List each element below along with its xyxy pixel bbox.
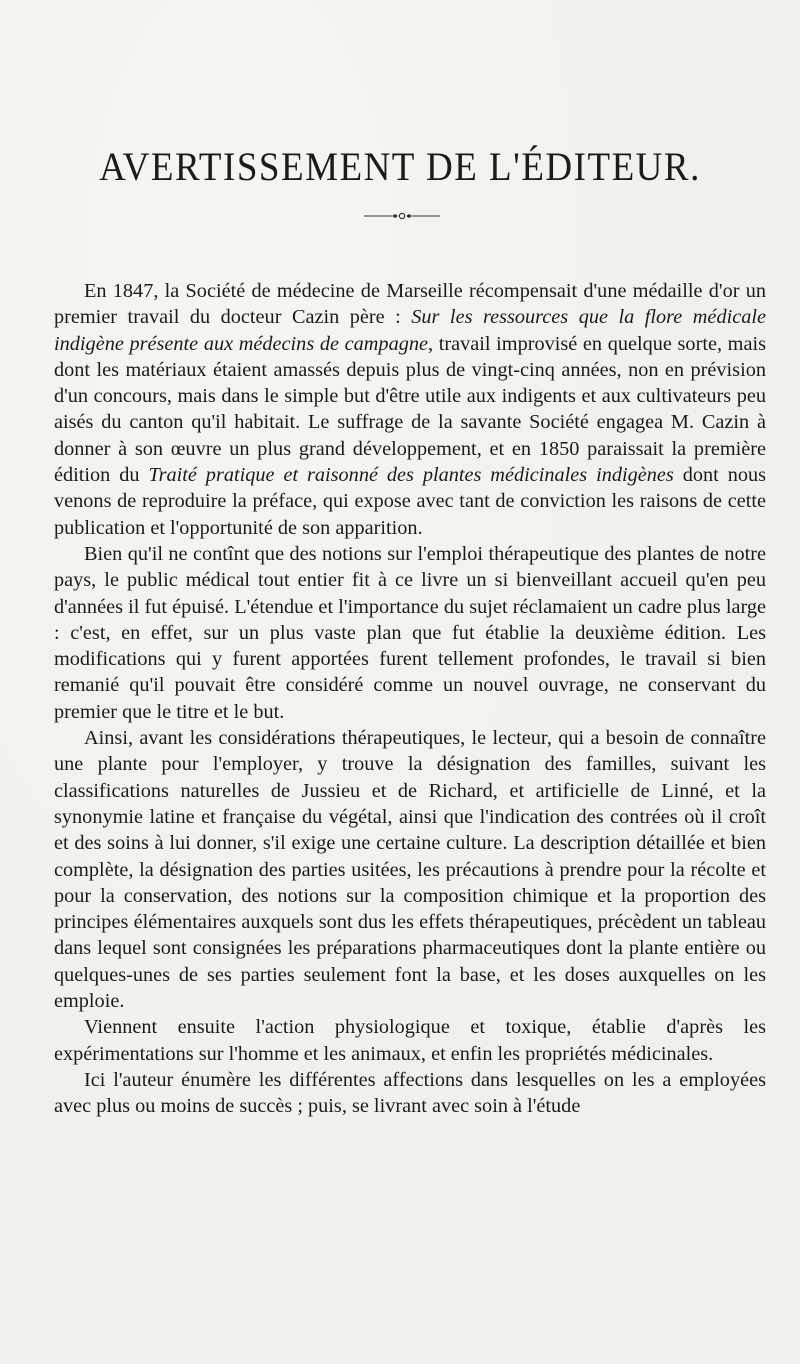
text-segment: dont nous venons de reproduire la préface, qui expose avec tant de conviction les raisons de cette publication et l'opportunité de son apparition. <box>54 464 767 539</box>
paragraph <box>54 278 766 541</box>
paragraph <box>54 541 766 725</box>
paragraph <box>54 1067 766 1120</box>
italic-title-text: Traité pratique et raisonné des plantes médicinales indigènes <box>148 464 674 487</box>
text-segment: En 1847, la Société de médecine de Marseille récompensait d'une médaille d'or un premier travail du docteur Cazin père : <box>54 280 766 329</box>
italic-title-text: Sur les ressources que la flore médicale indigène présente aux médecins de campagne <box>54 306 766 355</box>
text-segment: Ici l'auteur énumère les différentes affections dans lesquelles on les a employées avec plus ou moins de succès ; puis, se livrant avec soin à l'étude <box>54 1068 766 1118</box>
dash-ornament-icon <box>362 212 442 220</box>
page-title: AVERTISSEMENT DE L'ÉDITEUR. <box>99 145 701 190</box>
paragraph <box>54 1014 766 1067</box>
body-text <box>54 278 766 1120</box>
text-segment: , travail improvisé en quelque sorte, mais dont les matériaux étaient amassés depuis plus de vingt-cinq années, non en prévision d'un concours, mais dans le simple but d'être utile aux indigents et aux cultivateurs peu aisés du canton qu'il habitait. Le suffrage de la savante Société engagea M. Cazin à donner à son œuvre un plus grand développement, et en 1850 paraissait la première édition du <box>54 332 766 487</box>
paragraph <box>54 725 766 1014</box>
text-segment: Viennent ensuite l'action physiologique et toxique, établie d'après les expérimentations sur l'homme et les animaux, et enfin les propriétés médicinales. <box>54 1016 766 1065</box>
text-segment: Ainsi, avant les considérations thérapeutiques, le lecteur, qui a besoin de connaître une plante pour l'employer, y trouve la désignation des familles, suivant les classifications naturelles de Jussieu et de Richard, et artificielle de Linné, et la synonymie latine et française du végétal, ainsi que l'indication des contrées où il croît et des soins à lui donner, s'il exige une certaine culture. La description détaillée et bien complète, la désignation des parties usitées, les précautions à prendre pour la récolte et pour la conservation, des notions sur la composition chimique et la proportion des principes élémentaires auxquels sont dus les effets thérapeutiques, précèdent un tableau dans lequel sont consignées les préparations pharmaceutiques dont la plante entière ou quelques-unes de ses parties seulement font la base, et les doses auxquelles on les emploie. <box>54 727 766 1013</box>
text-segment: Bien qu'il ne contînt que des notions sur l'emploi thérapeutique des plantes de notre pays, le public médical tout entier fit à ce livre un si bienveillant accueil qu'en peu d'années il fut épuisé. L'étendue et l'importance du sujet réclamaient un cadre plus large : c'est, en effet, sur un plus vaste plan que fut établie la deuxième édition. Les modifications qui y furent apportées furent tellement profondes, le travail si bien remanié qu'il pouvait être considéré comme un nouvel ouvrage, ne conservant du premier que le titre et le but. <box>54 542 766 723</box>
